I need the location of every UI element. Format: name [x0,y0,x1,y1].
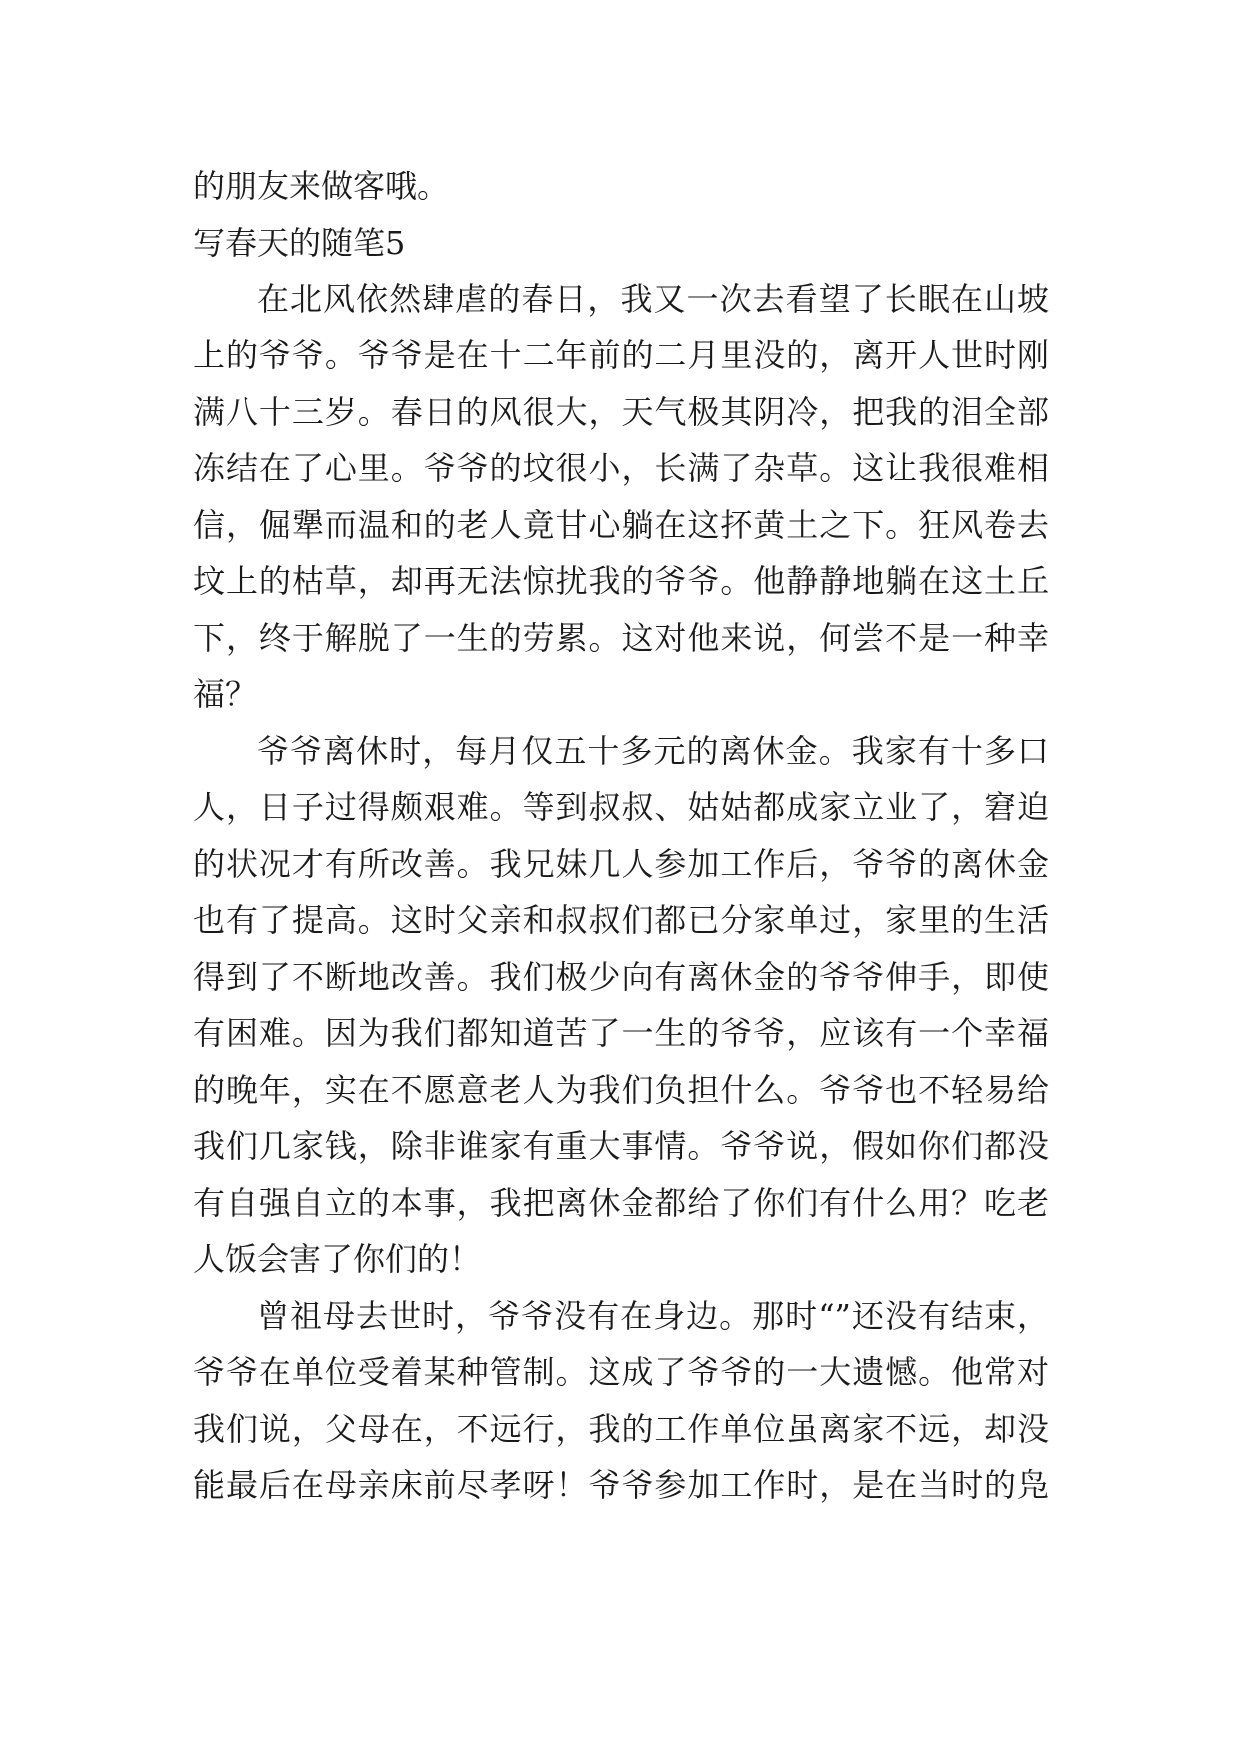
text-line: 我们说，父母在，不远行，我的工作单位虽离家不远，却没 [193,1410,1049,1448]
text-line: 满八十三岁。春日的风很大，天气极其阴冷，把我的泪全部 [193,393,1049,431]
text-line: 福？ [193,675,258,713]
text-line: 有困难。因为我们都知道苦了一生的爷爷，应该有一个幸福 [193,1014,1049,1052]
text-line: 人饭会害了你们的！ [193,1240,482,1278]
text-line: 有自强自立的本事，我把离休金都给了你们有什么用？吃老 [193,1184,1049,1222]
text-line: 的状况才有所改善。我兄妹几人参加工作后，爷爷的离休金 [193,845,1049,883]
text-line: 的朋友来做客哦。 [193,167,450,205]
text-line: 人，日子过得颇艰难。等到叔叔、姑姑都成家立业了，窘迫 [193,788,1049,826]
text-line: 能最后在母亲床前尽孝呀！爷爷参加工作时，是在当时的凫 [193,1466,1049,1504]
text-line: 爷爷在单位受着某种管制。这成了爷爷的一大遗憾。他常对 [193,1353,1049,1391]
text-line: 在北风依然肆虐的春日，我又一次去看望了长眠在山坡 [257,280,1049,318]
text-line: 爷爷离休时，每月仅五十多元的离休金。我家有十多口 [257,732,1049,770]
text-line: 曾祖母去世时，爷爷没有在身边。那时“”还没有结束， [257,1297,1049,1335]
text-line: 坟上的枯草，却再无法惊扰我的爷爷。他静静地躺在这土丘 [193,562,1049,600]
text-line: 也有了提高。这时父亲和叔叔们都已分家单过，家里的生活 [193,901,1049,939]
text-line: 得到了不断地改善。我们极少向有离休金的爷爷伸手，即使 [193,958,1049,996]
text-line: 信，倔犟而温和的老人竟甘心躺在这抔黄土之下。狂风卷去 [193,506,1049,544]
text-line: 下，终于解脱了一生的劳累。这对他来说，何尝不是一种幸 [193,619,1049,657]
section-heading: 写春天的随笔5 [193,224,406,262]
text-line: 的晚年，实在不愿意老人为我们负担什么。爷爷也不轻易给 [193,1071,1049,1109]
text-line: 上的爷爷。爷爷是在十二年前的二月里没的，离开人世时刚 [193,336,1049,374]
text-line: 我们几家钱，除非谁家有重大事情。爷爷说，假如你们都没 [193,1127,1049,1165]
text-line: 冻结在了心里。爷爷的坟很小，长满了杂草。这让我很难相 [193,449,1049,487]
